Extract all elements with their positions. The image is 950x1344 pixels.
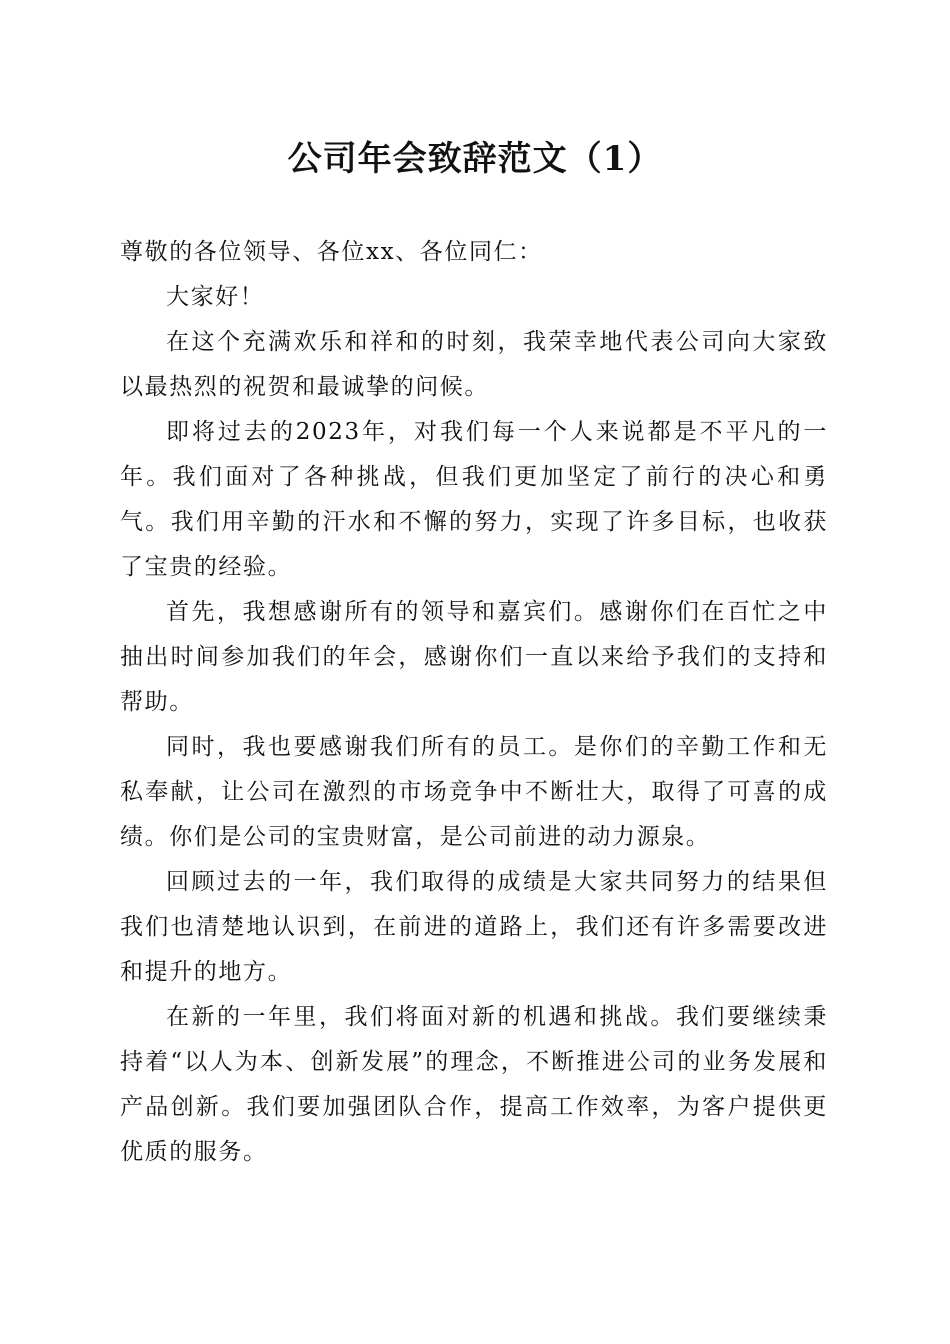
paragraph-new-year: 在新的一年里，我们将面对新的机遇和挑战。我们要继续秉持着“以人为本、创新发展”的理念，不断推进公司的业务发展和产品创新。我们要加强团队合作，提高工作效率，为客户提供更优质的服务。 bbox=[120, 1004, 828, 1165]
salutation: 尊敬的各位领导、各位xx、各位同仁： bbox=[120, 239, 543, 265]
paragraph-greeting: 大家好！ bbox=[166, 284, 265, 310]
document-title: 公司年会致辞范文（1） bbox=[287, 139, 663, 179]
document-body bbox=[120, 230, 828, 1175]
paragraph-year-review: 即将过去的2023年，对我们每一个人来说都是不平凡的一年。我们面对了各种挑战，但我们更加坚定了前行的决心和勇气。我们用辛勤的汗水和不懈的努力，实现了许多目标，也收获了宝贵的经验。 bbox=[120, 419, 828, 580]
paragraph-reflection: 回顾过去的一年，我们取得的成绩是大家共同努力的结果但我们也清楚地认识到，在前进的道路上，我们还有许多需要改进和提升的地方。 bbox=[120, 869, 828, 985]
paragraph-thanks-staff: 同时，我也要感谢我们所有的员工。是你们的辛勤工作和无私奉献，让公司在激烈的市场竞争中不断壮大，取得了可喜的成绩。你们是公司的宝贵财富，是公司前进的动力源泉。 bbox=[120, 734, 828, 850]
paragraph-opening: 在这个充满欢乐和祥和的时刻，我荣幸地代表公司向大家致以最热烈的祝贺和最诚挚的问候。 bbox=[120, 329, 828, 400]
paragraph-thanks-leaders: 首先，我想感谢所有的领导和嘉宾们。感谢你们在百忙之中抽出时间参加我们的年会，感谢你们一直以来给予我们的支持和帮助。 bbox=[120, 599, 828, 715]
